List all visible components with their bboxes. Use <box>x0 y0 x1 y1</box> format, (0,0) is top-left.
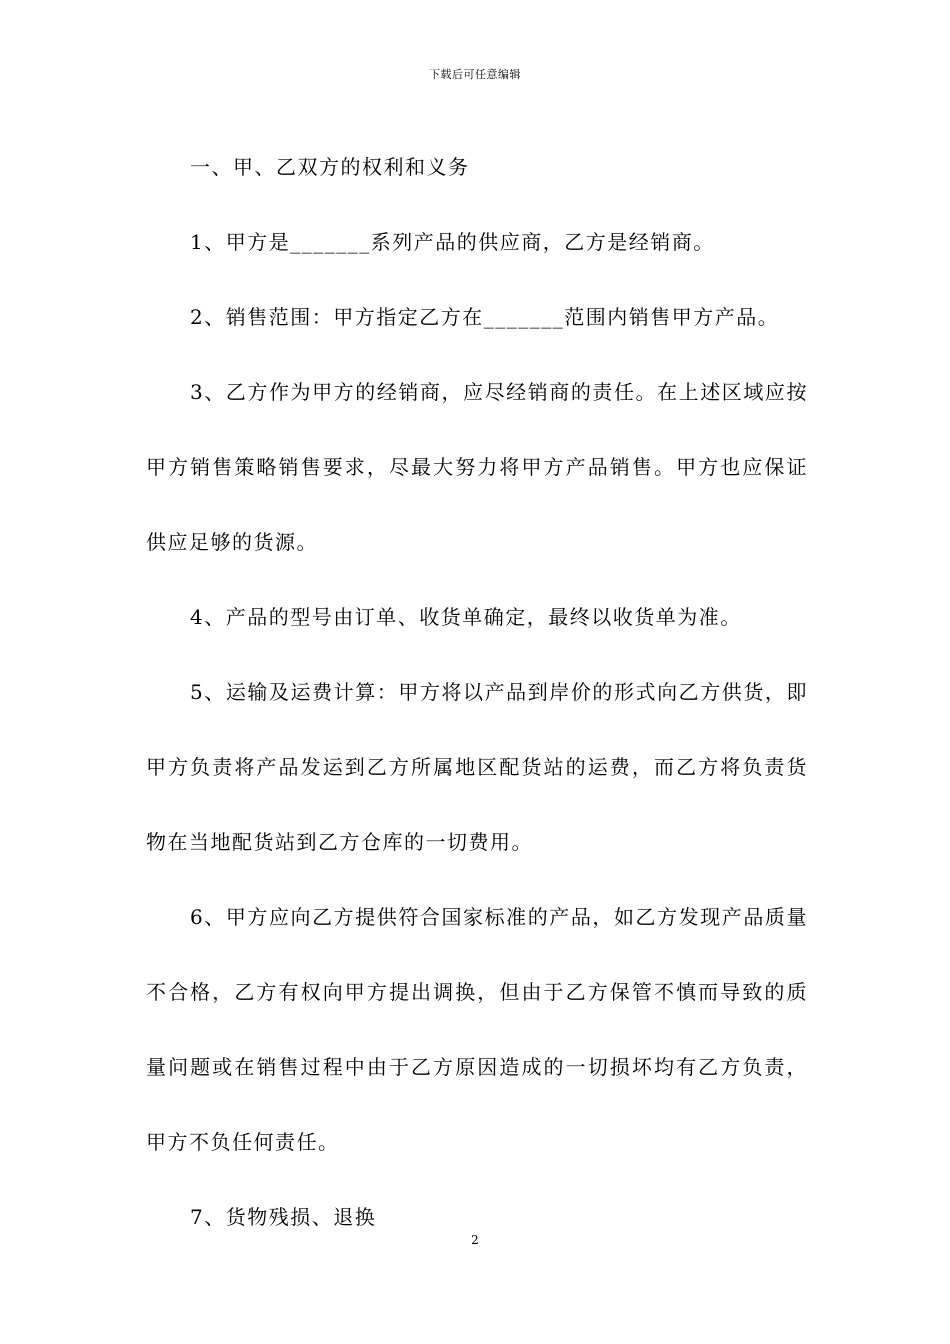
clause-7: 7、货物残损、退换 <box>190 1205 377 1229</box>
page-number: 2 <box>471 1233 479 1247</box>
clause-6: 6、甲方应向乙方提供符合国家标准的产品，如乙方发现产品质量不合格，乙方有权向甲方提出调换，但由于乙方保管不慎而导致的质量问题或在销售过程中由于乙方原因造成的一切损坏均有乙方负责，甲方不负任何责任。 <box>146 905 808 1154</box>
clause-3: 3、乙方作为甲方的经销商，应尽经销商的责任。在上述区域应按甲方销售策略销售要求，尽最大努力将甲方产品销售。甲方也应保证供应足够的货源。 <box>146 380 808 554</box>
page-header-note: 下载后可任意编辑 <box>429 68 521 81</box>
clause-2: 2、销售范围：甲方指定乙方在_______范围内销售甲方产品。 <box>190 305 780 329</box>
section-heading: 一、甲、乙双方的权利和义务 <box>190 155 470 179</box>
clause-1: 1、甲方是_______系列产品的供应商，乙方是经销商。 <box>190 230 715 254</box>
clause-4: 4、产品的型号由订单、收货单确定，最终以收货单为准。 <box>190 605 742 629</box>
document-body <box>146 130 808 1255</box>
clause-5: 5、运输及运费计算：甲方将以产品到岸价的形式向乙方供货，即甲方负责将产品发运到乙方所属地区配货站的运费，而乙方将负责货物在当地配货站到乙方仓库的一切费用。 <box>146 680 808 854</box>
